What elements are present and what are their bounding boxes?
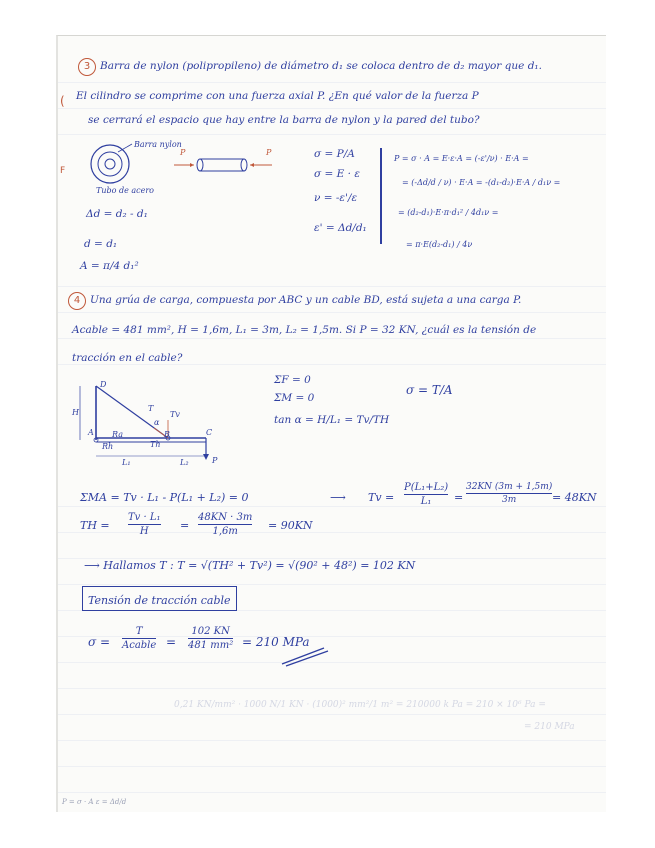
th-fraction-numerator: Tv · L₁ — [128, 512, 161, 523]
final-sigma-label: σ = — [88, 635, 111, 649]
derivation-1: P = σ · A = E·ε·A = (-ε'/ν) · E·A = — [394, 154, 529, 163]
tv-fraction-numerator: P(L₁+L₂) — [404, 482, 449, 493]
problem-4-number: 4 — [68, 292, 86, 310]
eq-delta-d: Δd = d₂ - d₁ — [86, 208, 148, 220]
label-p-right: P — [266, 148, 272, 157]
final-result: = 210 MPa — [242, 635, 310, 649]
th-result: = 90KN — [268, 519, 313, 532]
diagram-label-l2: L₂ — [180, 458, 189, 467]
cylinder-sketch — [168, 154, 288, 178]
divider-line — [380, 148, 382, 244]
diagram-label-t: T — [148, 404, 154, 413]
derivation-3: = (d₂-d₁)·E·π·d₁² / 4d₁ν = — [398, 208, 499, 217]
tv-fraction — [404, 482, 448, 507]
formula-3: ν = -ε'/ε — [314, 192, 358, 204]
final-fraction-1-denominator: Acable — [122, 640, 157, 651]
problem-4-line-1: Una grúa de carga, compuesta por ABC y un cable BD, está sujeta a una carga P. — [90, 294, 522, 306]
diagram-label-c: C — [206, 428, 213, 437]
underline-mark — [280, 644, 330, 668]
th-value-numerator: 48KN · 3m — [198, 512, 253, 523]
diagram-label-p: P — [212, 456, 218, 465]
boxed-heading-text: Tensión de tracción cable — [88, 594, 231, 607]
final-fraction-1-numerator: T — [135, 626, 143, 637]
moment-arrow: ⟶ — [330, 491, 346, 504]
problem-4-line-2: Acable = 481 mm², H = 1,6m, L₁ = 3m, L₂ = 1,5m. Si P = 32 KN, ¿cuál es la tensión de — [72, 324, 537, 336]
th-fraction-denominator: H — [139, 526, 149, 537]
final-fraction-1 — [122, 626, 156, 651]
problem-3-number: 3 — [78, 58, 96, 76]
tv-label: Tv = — [368, 491, 395, 504]
diagram-label-rh: Rh — [102, 442, 114, 451]
th-label: TH = — [80, 519, 110, 532]
tube-cross-section-sketch — [88, 142, 148, 192]
derivation-4: = π·E(d₂-d₁) / 4ν — [406, 240, 473, 249]
diagram-label-l1: L₁ — [122, 458, 131, 467]
sum-forces: ΣF = 0 — [274, 374, 311, 386]
faint-conversion-line: 0,21 KN/mm² · 1000 N/1 KN · (1000)² mm²/1 m² = 210000 k Pa = 210 × 10⁶ Pa = — [174, 700, 546, 710]
faint-conversion-result: = 210 MPa — [524, 722, 575, 732]
diagram-label-d: D — [100, 380, 107, 389]
moment-equation: ΣMA = Tv · L₁ - P(L₁ + L₂) = 0 — [80, 491, 249, 504]
final-fraction-2-numerator: 102 KN — [191, 626, 230, 637]
margin-mark-paren: ( — [60, 94, 65, 108]
problem-3-line-3: se cerrará el espacio que hay entre la barra de nylon y la pared del tubo? — [88, 114, 480, 126]
tv-value-fraction — [466, 482, 552, 505]
tv-value-denominator: 3m — [502, 495, 517, 505]
tv-equals: = — [454, 491, 464, 504]
th-value-denominator: 1,6m — [212, 526, 238, 537]
final-fraction-2 — [188, 626, 233, 651]
th-value-fraction — [198, 512, 252, 537]
diagram-label-alpha: α — [154, 418, 160, 427]
diagram-label-th: Th — [150, 440, 161, 449]
tv-fraction-denominator: L₁ — [420, 496, 432, 507]
eq-d: d = d₁ — [84, 238, 118, 250]
find-t-equation: ⟶ Hallamos T : T = √(TH² + Tv²) = √(90² + 48²) = 102 KN — [84, 559, 416, 572]
tv-value-numerator: 32KN (3m + 1,5m) — [466, 482, 553, 492]
final-equals: = — [166, 635, 177, 649]
diagram-label-tv: Tv — [170, 410, 180, 419]
problem-3-line-2: El cilindro se comprime con una fuerza axial P. ¿En qué valor de la fuerza P — [76, 90, 479, 102]
problem-3-line-1: Barra de nylon (polipropileno) de diámetro d₁ se coloca dentro de d₂ mayor que d₁. — [100, 60, 542, 72]
diagram-label-h: H — [72, 408, 79, 417]
th-equals: = — [180, 519, 190, 532]
notebook-page — [56, 35, 606, 812]
diagram-label-ra: Ra — [112, 430, 123, 439]
diagram-label-a: A — [88, 428, 94, 437]
eq-area: A = π/4 d₁² — [80, 260, 139, 272]
formula-1: σ = P/A — [314, 148, 355, 160]
derivation-2: = (-Δd/d / ν) · E·A = -(d₁-d₂)·E·A / d₁ν = — [402, 178, 561, 187]
tv-result: = 48KN — [552, 491, 597, 504]
diagram-label-b: B — [164, 430, 170, 439]
margin-mark-f: F — [60, 166, 66, 176]
boxed-heading — [82, 586, 237, 611]
faint-bottom-text: P = σ · A ε = Δd/d — [62, 798, 127, 806]
formula-2: σ = E · ε — [314, 168, 360, 180]
tan-alpha: tan α = H/L₁ = Tv/TH — [274, 414, 390, 426]
label-p-left: P — [180, 148, 186, 157]
sigma-formula: σ = T/A — [406, 383, 453, 397]
final-fraction-2-denominator: 481 mm² — [188, 640, 234, 651]
label-tube: Tubo de acero — [96, 186, 154, 195]
sum-moments: ΣM = 0 — [274, 392, 315, 404]
formula-4: ε' = Δd/d₁ — [314, 222, 367, 234]
label-rod: Barra nylon — [134, 140, 182, 149]
problem-4-line-3: tracción en el cable? — [72, 352, 183, 364]
th-fraction — [128, 512, 161, 537]
